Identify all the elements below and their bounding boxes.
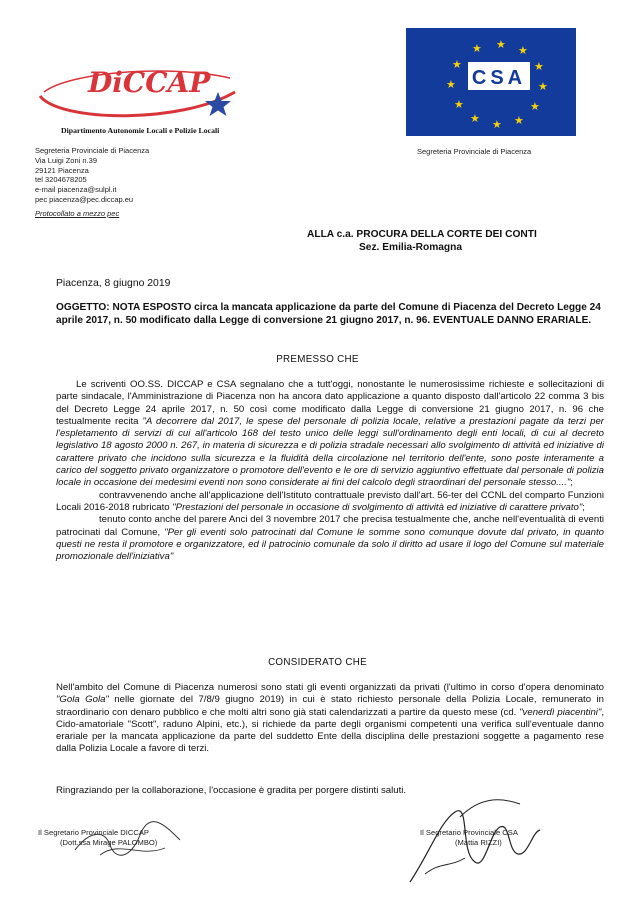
svg-text:★: ★ [514, 114, 524, 127]
signatory-right-title: Il Segretario Provinciale CSA [420, 828, 518, 837]
considerato-paragraph: Nell'ambito del Comune di Piacenza numerosi sono stati gli eventi organizzati da privati (l'ultimo in corso d'opera denominato "Gola Gola" nelle giornate del 7/8/9 giugno 2019) in cui è stato richiesto personale della Polizia Locale, remunerato in straordinario con denaro pubblico e che molti altri sono già stati calendarizzati a partire da questo mese (cd. "venerdì piacentini", Cido-amatoriale "Scott", raduno Alpini, etc.), si richiede da parte degli organismi competenti una verifica sull'eventuale danno erariale per la mancata applicazione da parte del suddetto Ente della disciplina delle prestazioni soggette a pagamento rese dalla Polizia Locale a favore di terzi. [56, 682, 605, 755]
premesso-paragraph-3: tenuto conto anche del parere Anci del 3 novembre 2017 che precisa testualmente che, anche nell'eventualità di eventi patrocinati dal Comune, "Per gli eventi solo patrocinati dal Comune le somme sono comunque dovute dal privato, in quanto questi ne resta il promotore e organizzatore, ed il patrocinio comunale da solo il diritto ad usare il logo del Comune sul materiale promozionale dell'iniziativa" [56, 514, 604, 563]
premesso-body [56, 379, 604, 563]
letter-date: Piacenza, 8 giugno 2019 [56, 278, 171, 289]
sender-block [35, 146, 149, 205]
signatory-right-name: (Mattia RIZZI) [455, 838, 502, 847]
svg-text:★: ★ [496, 38, 506, 51]
recipient-line-2: Sez. Emilia-Romagna [359, 241, 463, 253]
closing-line: Ringraziando per la collaborazione, l'occasione è gradita per porgere distinti saluti. [56, 785, 407, 796]
svg-text:★: ★ [538, 80, 548, 93]
svg-text:★: ★ [534, 60, 544, 73]
svg-text:★: ★ [492, 118, 502, 131]
diccap-subtitle: Dipartimento Autonomie Locali e Polizie Locali [61, 126, 220, 135]
protocol-note: Protocollato a mezzo pec [35, 209, 120, 218]
svg-text:★: ★ [472, 42, 482, 55]
svg-text:★: ★ [454, 98, 464, 111]
premesso-paragraph-1: Le scriventi OO.SS. DICCAP e CSA segnalano che a tutt'oggi, nonostante le numerosissime richieste e sollecitazioni di parte sindacale, l'Amministrazione di Piacenza non ha ancora dato applicazione a quanto disposto dall'articolo 22 comma 3 bis del Decreto Legge 24 aprile 2017, n. 50 così come modificato dalla Legge di conversione 21 giugno 2017, n. 96 che testualmente recita "A decorrere dal 2017, le spese del personale di polizia locale, relative a prestazioni pagate da terzi per l'espletamento di servizi di cui all'articolo 168 del testo unico delle leggi sull'ordinamento degli enti locali, di cui al decreto legislativo 18 agosto 2000 n. 267, in materia di sicurezza e di polizia stradale necessari allo svolgimento di attività ed iniziative di carattere privato che incidono sulla sicurezza e la fluidità della circolazione nel territorio dell'ente, sono poste interamente a carico del soggetto privato organizzatore o promotore dell'evento e le ore di servizio aggiuntivo effettuate dal personale di polizia locale in occasione dei medesimi eventi non sono considerate ai fini del calcolo degli straordinari del personale stesso...."; [56, 379, 604, 489]
csa-logo-text: CSA [471, 67, 527, 89]
recipient [307, 229, 537, 254]
sender-line: Via Luigi Zoni n.39 [35, 155, 97, 165]
sender-line: 29121 Piacenza [35, 165, 89, 175]
sender-line: e-mail piacenza@sulpl.it [35, 185, 117, 195]
premesso-paragraph-2: contravvenendo anche all'applicazione dell'Istituto contrattuale previsto dall'art. 56-ter del CCNL del comparto Funzioni Locali 2016-2018 rubricato "Prestazioni del personale in occasione di svolgimento di attività ed iniziative di carattere privato"; [56, 489, 604, 513]
sender-line: tel 3204678205 [35, 175, 87, 185]
svg-text:★: ★ [470, 112, 480, 125]
law-quote: "A decorrere dal 2017, le spese del personale di polizia locale, relative a prestazioni pagate da terzi per l'espletamento di servizi di cui all'articolo 168 del testo unico delle leggi sull'ordinamento degli enti locali, di cui al decreto legislativo 18 agosto 2000 n. 267, in materia di sicurezza e di polizia stradale necessari allo svolgimento di attività ed iniziative di carattere privato che incidono sulla sicurezza e la fluidità della circolazione nel territorio dell'ente, sono poste interamente a carico del soggetto privato organizzatore o promotore dell'evento e le ore di servizio aggiuntivo effettuate dal personale di polizia locale in occasione dei medesimi eventi non sono considerate ai fini del calcolo degli straordinari del personale stesso...." [56, 415, 604, 489]
signatory-left-name: (Dott.ssa Mirage PALOMBO) [60, 838, 158, 847]
considerato-heading: CONSIDERATO CHE [268, 657, 367, 668]
svg-text:★: ★ [452, 58, 462, 71]
csa-caption: Segreteria Provinciale di Piacenza [417, 147, 532, 156]
handwritten-signature-right [400, 792, 570, 892]
premesso-heading: PREMESSO CHE [276, 354, 359, 365]
sender-line: Segreteria Provinciale di Piacenza [35, 146, 150, 155]
handwritten-signature-left [70, 810, 190, 870]
anci-quote: "Per gli eventi solo patrocinati dal Comune le somme sono comunque dovute dal privato, in quanto questi ne resta il promotore e organizzatore, ed il patrocinio comunale da solo il diritto ad usare il logo del Comune sul materiale promozionale dell'iniziativa" [56, 526, 604, 563]
svg-text:★: ★ [518, 44, 528, 57]
signatory-left-title: Il Segretario Provinciale DICCAP [38, 828, 149, 837]
csa-logo [406, 28, 576, 136]
diccap-logo-text: DiCCAP [88, 66, 211, 99]
subject: OGGETTO: NOTA ESPOSTO circa la mancata applicazione da parte del Comune di Piacenza del Decreto Legge 24 aprile 2017, n. 50 modificato dalla Legge di conversione 21 giugno 2017, n. 96. EVENTUALE DANNO ERARIALE. [56, 302, 601, 326]
recipient-line-1: ALLA c.a. PROCURA DELLA CORTE DEI CONTI [307, 229, 537, 240]
diccap-logo [30, 52, 250, 132]
sender-line: pec piacenza@pec.diccap.eu [35, 194, 134, 204]
ccnl-quote: "Prestazioni del personale in occasione di svolgimento di attività ed iniziative di carattere privato" [172, 501, 583, 513]
svg-text:★: ★ [446, 78, 456, 91]
svg-text:★: ★ [530, 100, 540, 113]
